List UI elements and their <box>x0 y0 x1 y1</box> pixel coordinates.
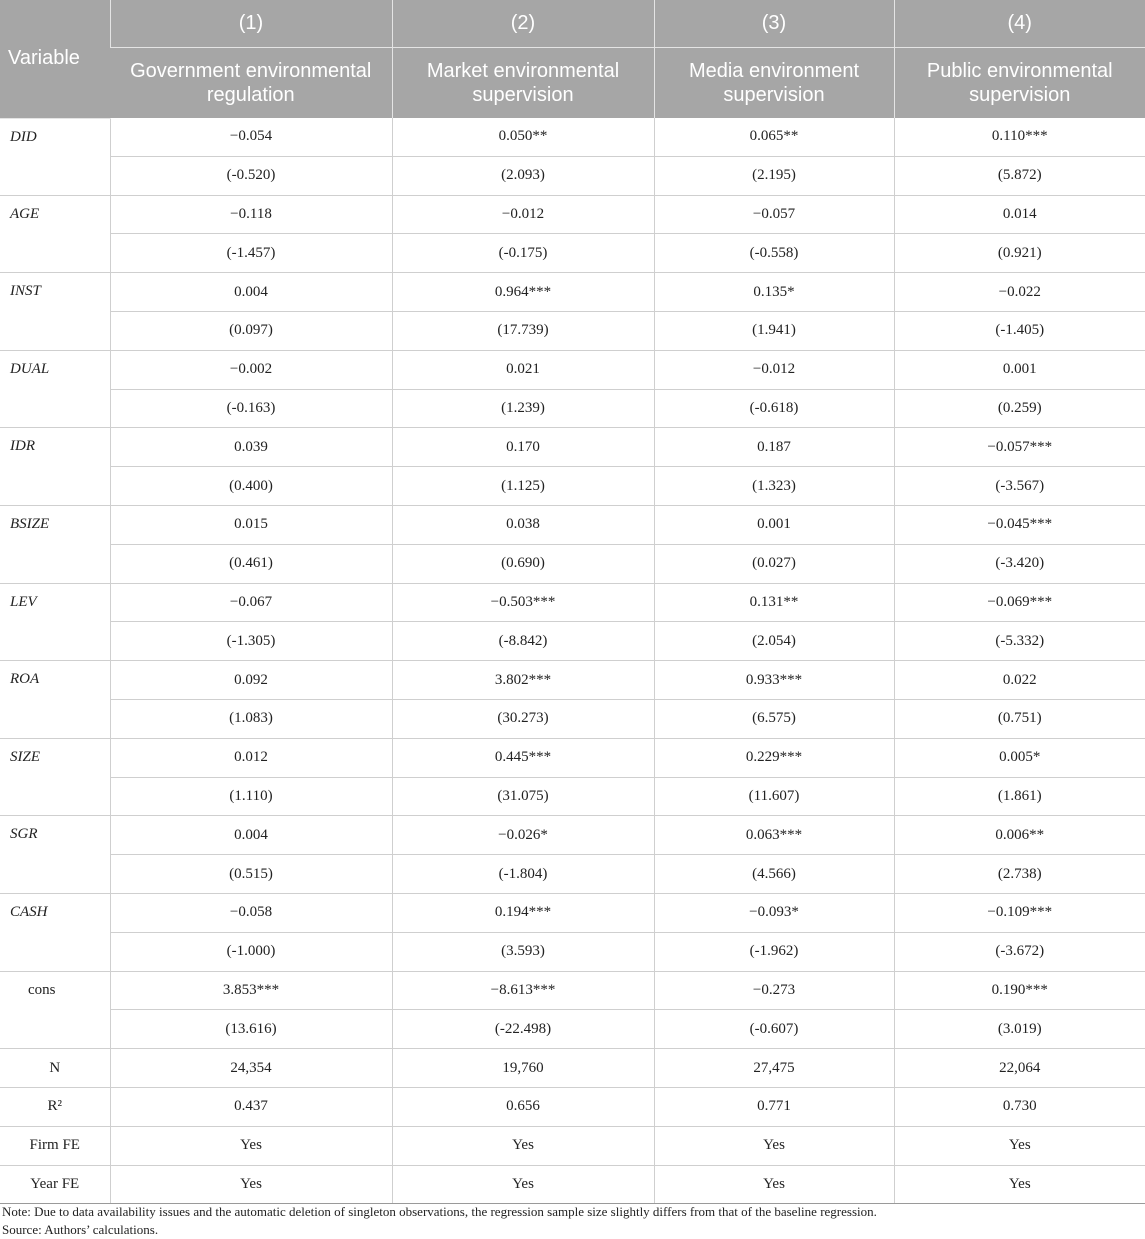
tstat-cell: (2.738) <box>894 855 1145 894</box>
coef-cell: 0.187 <box>654 428 894 467</box>
tstat-cell: (1.239) <box>392 389 654 428</box>
coef-cell: −0.118 <box>110 195 392 234</box>
tstat-cell: (-1.405) <box>894 311 1145 350</box>
tstat-row <box>0 777 1145 816</box>
stat-cell: 22,064 <box>894 1049 1145 1088</box>
tstat-cell: (-3.567) <box>894 467 1145 506</box>
column-title-3: Media environment supervision <box>654 48 894 119</box>
tstat-cell: (0.921) <box>894 234 1145 273</box>
tstat-cell: (0.027) <box>654 544 894 583</box>
coef-row <box>0 505 1145 544</box>
variable-label: SIZE <box>0 738 110 816</box>
coef-cell: 0.004 <box>110 273 392 312</box>
coef-cell: 0.063*** <box>654 816 894 855</box>
stat-cell: Yes <box>654 1165 894 1204</box>
tstat-cell: (-0.163) <box>110 389 392 428</box>
tstat-cell: (3.019) <box>894 1010 1145 1049</box>
stat-cell: 27,475 <box>654 1049 894 1088</box>
column-number-3: (3) <box>654 0 894 48</box>
coef-cell: 0.065** <box>654 118 894 156</box>
variable-label: LEV <box>0 583 110 661</box>
tstat-cell: (-1.000) <box>110 932 392 971</box>
column-title-1: Government environmental regulation <box>110 48 392 119</box>
table-body <box>0 118 1145 1204</box>
coef-cell: −8.613*** <box>392 971 654 1010</box>
stat-cell: Yes <box>392 1165 654 1204</box>
coef-cell: 0.001 <box>654 505 894 544</box>
coef-row <box>0 738 1145 777</box>
tstat-cell: (-0.558) <box>654 234 894 273</box>
tstat-cell: (0.515) <box>110 855 392 894</box>
table-notes <box>2 1203 877 1239</box>
tstat-cell: (1.861) <box>894 777 1145 816</box>
stat-cell: 0.730 <box>894 1087 1145 1126</box>
tstat-cell: (0.097) <box>110 311 392 350</box>
tstat-cell: (1.125) <box>392 467 654 506</box>
coef-cell: −0.045*** <box>894 505 1145 544</box>
coef-cell: −0.022 <box>894 273 1145 312</box>
coef-cell: 0.194*** <box>392 893 654 932</box>
coef-cell: 0.015 <box>110 505 392 544</box>
column-number-2: (2) <box>392 0 654 48</box>
tstat-row <box>0 389 1145 428</box>
tstat-cell: (-5.332) <box>894 622 1145 661</box>
coef-cell: 0.001 <box>894 350 1145 389</box>
coef-cell: 0.933*** <box>654 661 894 700</box>
note-text: Note: Due to data availability issues and the automatic deletion of singleton observations, the regression sample size slightly differs from that of the baseline regression. <box>2 1204 877 1219</box>
tstat-cell: (5.872) <box>894 156 1145 195</box>
stat-cell: 19,760 <box>392 1049 654 1088</box>
stat-cell: 0.771 <box>654 1087 894 1126</box>
variable-label: SGR <box>0 816 110 894</box>
tstat-row <box>0 855 1145 894</box>
stat-cell: 0.656 <box>392 1087 654 1126</box>
tstat-cell: (-3.420) <box>894 544 1145 583</box>
coef-cell: 0.092 <box>110 661 392 700</box>
tstat-cell: (13.616) <box>110 1010 392 1049</box>
coef-cell: 0.014 <box>894 195 1145 234</box>
coef-cell: 0.135* <box>654 273 894 312</box>
stat-cell: Yes <box>894 1165 1145 1204</box>
tstat-cell: (-1.305) <box>110 622 392 661</box>
coef-cell: 0.039 <box>110 428 392 467</box>
tstat-cell: (-8.842) <box>392 622 654 661</box>
stat-row-firm-fe <box>0 1126 1145 1165</box>
stat-row-n <box>0 1049 1145 1088</box>
coef-row <box>0 893 1145 932</box>
stat-label: Year FE <box>0 1165 110 1204</box>
tstat-row <box>0 544 1145 583</box>
coef-cell: 0.038 <box>392 505 654 544</box>
coef-cell: 0.131** <box>654 583 894 622</box>
source-text: Source: Authors’ calculations. <box>2 1222 159 1237</box>
coef-cell: −0.109*** <box>894 893 1145 932</box>
coef-cell: 0.006** <box>894 816 1145 855</box>
coef-row <box>0 350 1145 389</box>
variable-label: DUAL <box>0 350 110 428</box>
tstat-cell: (6.575) <box>654 699 894 738</box>
coef-cell: −0.067 <box>110 583 392 622</box>
stat-label: R² <box>0 1087 110 1126</box>
column-number-4: (4) <box>894 0 1145 48</box>
coef-cell: −0.273 <box>654 971 894 1010</box>
coef-cell: 0.110*** <box>894 118 1145 156</box>
tstat-cell: (1.083) <box>110 699 392 738</box>
variable-label: INST <box>0 273 110 351</box>
column-title-2: Market environmental supervision <box>392 48 654 119</box>
variable-label: IDR <box>0 428 110 506</box>
tstat-row <box>0 156 1145 195</box>
stat-cell: Yes <box>392 1126 654 1165</box>
tstat-cell: (2.195) <box>654 156 894 195</box>
stat-row-year-fe <box>0 1165 1145 1204</box>
coef-cell: 0.964*** <box>392 273 654 312</box>
coef-cell: 0.050** <box>392 118 654 156</box>
coef-cell: −0.026* <box>392 816 654 855</box>
tstat-cell: (1.323) <box>654 467 894 506</box>
stat-label: Firm FE <box>0 1126 110 1165</box>
coef-cell: −0.057*** <box>894 428 1145 467</box>
variable-label: BSIZE <box>0 505 110 583</box>
coef-cell: 0.445*** <box>392 738 654 777</box>
tstat-cell: (-0.520) <box>110 156 392 195</box>
coef-cell: 0.022 <box>894 661 1145 700</box>
column-title-4: Public environmental supervision <box>894 48 1145 119</box>
table-header <box>0 0 1145 118</box>
coef-cell: 0.021 <box>392 350 654 389</box>
column-number-1: (1) <box>110 0 392 48</box>
variable-label: ROA <box>0 661 110 739</box>
tstat-cell: (-3.672) <box>894 932 1145 971</box>
tstat-cell: (-1.457) <box>110 234 392 273</box>
tstat-cell: (-1.804) <box>392 855 654 894</box>
variable-label: AGE <box>0 195 110 273</box>
stat-row-r2 <box>0 1087 1145 1126</box>
coef-row <box>0 118 1145 156</box>
tstat-cell: (11.607) <box>654 777 894 816</box>
coef-cell: 0.004 <box>110 816 392 855</box>
tstat-row <box>0 467 1145 506</box>
tstat-cell: (0.259) <box>894 389 1145 428</box>
tstat-row <box>0 1010 1145 1049</box>
tstat-cell: (-0.618) <box>654 389 894 428</box>
tstat-cell: (-0.607) <box>654 1010 894 1049</box>
coef-row <box>0 428 1145 467</box>
tstat-row <box>0 311 1145 350</box>
coef-cell: 3.802*** <box>392 661 654 700</box>
coef-cell: 0.012 <box>110 738 392 777</box>
coef-cell: −0.002 <box>110 350 392 389</box>
tstat-cell: (2.054) <box>654 622 894 661</box>
tstat-cell: (2.093) <box>392 156 654 195</box>
tstat-cell: (-0.175) <box>392 234 654 273</box>
tstat-cell: (-22.498) <box>392 1010 654 1049</box>
coef-cell: −0.058 <box>110 893 392 932</box>
tstat-cell: (1.110) <box>110 777 392 816</box>
stat-cell: Yes <box>894 1126 1145 1165</box>
stat-label: N <box>0 1049 110 1088</box>
coef-row <box>0 195 1145 234</box>
coef-cell: −0.069*** <box>894 583 1145 622</box>
coef-cell: 0.190*** <box>894 971 1145 1010</box>
coef-cell: −0.057 <box>654 195 894 234</box>
tstat-cell: (0.690) <box>392 544 654 583</box>
coef-cell: −0.012 <box>392 195 654 234</box>
coef-cell: −0.012 <box>654 350 894 389</box>
coef-row <box>0 661 1145 700</box>
tstat-cell: (1.941) <box>654 311 894 350</box>
variable-label: DID <box>0 118 110 195</box>
coef-cell: 0.005* <box>894 738 1145 777</box>
stat-cell: Yes <box>110 1126 392 1165</box>
tstat-cell: (0.751) <box>894 699 1145 738</box>
tstat-row <box>0 932 1145 971</box>
coef-row <box>0 583 1145 622</box>
coef-row <box>0 971 1145 1010</box>
tstat-cell: (31.075) <box>392 777 654 816</box>
stat-cell: Yes <box>110 1165 392 1204</box>
tstat-cell: (17.739) <box>392 311 654 350</box>
tstat-row <box>0 622 1145 661</box>
coef-cell: −0.503*** <box>392 583 654 622</box>
tstat-row <box>0 699 1145 738</box>
tstat-cell: (-1.962) <box>654 932 894 971</box>
tstat-cell: (4.566) <box>654 855 894 894</box>
coef-row <box>0 273 1145 312</box>
tstat-cell: (3.593) <box>392 932 654 971</box>
stat-cell: 0.437 <box>110 1087 392 1126</box>
variable-header: Variable <box>0 0 110 118</box>
coef-cell: −0.054 <box>110 118 392 156</box>
stat-cell: 24,354 <box>110 1049 392 1088</box>
coef-cell: −0.093* <box>654 893 894 932</box>
tstat-row <box>0 234 1145 273</box>
coef-cell: 3.853*** <box>110 971 392 1010</box>
tstat-cell: (0.400) <box>110 467 392 506</box>
coef-row <box>0 816 1145 855</box>
tstat-cell: (0.461) <box>110 544 392 583</box>
variable-label: CASH <box>0 893 110 971</box>
variable-label: cons <box>0 971 110 1049</box>
tstat-cell: (30.273) <box>392 699 654 738</box>
coef-cell: 0.170 <box>392 428 654 467</box>
coef-cell: 0.229*** <box>654 738 894 777</box>
stat-cell: Yes <box>654 1126 894 1165</box>
